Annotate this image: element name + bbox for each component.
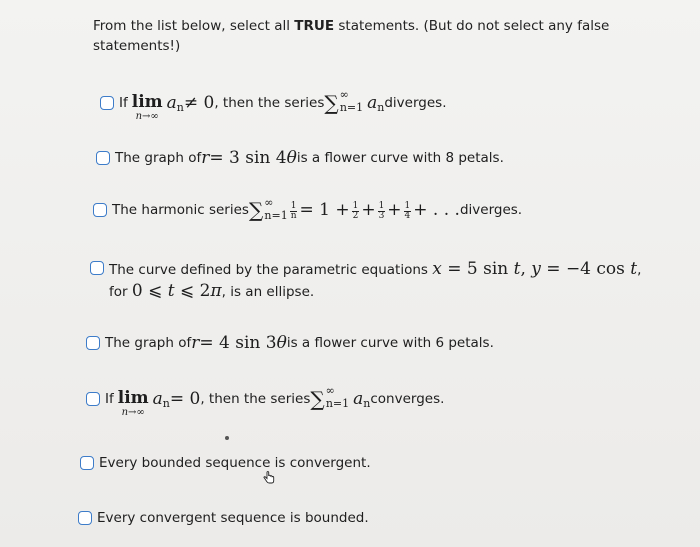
math-plus: +: [387, 200, 402, 220]
frac-den: n: [290, 210, 297, 221]
math-t: t: [167, 281, 175, 301]
opt-two-line: [109, 258, 641, 302]
math-y: y: [531, 259, 541, 279]
checkbox[interactable]: [96, 151, 110, 165]
hand-pointer-icon: [262, 471, 276, 485]
fraction-1-4: [404, 202, 412, 221]
opt-text: If: [105, 390, 114, 407]
math-sub: n: [162, 397, 170, 410]
opt-text: is a flower curve with 8 petals.: [296, 150, 504, 166]
opt-text: , is an ellipse.: [221, 284, 315, 300]
sum-sup: ∞: [325, 384, 335, 397]
sum-symbol: ∑: [310, 386, 325, 411]
opt-text: Every convergent sequence is bounded.: [97, 510, 369, 526]
sum-symbol: ∑: [324, 90, 339, 115]
option-bounded-convergent[interactable]: [80, 455, 371, 471]
opt-line-2: [109, 281, 641, 302]
sum-sup: ∞: [339, 88, 349, 101]
frac-num: 1: [290, 200, 297, 211]
fraction-1-2: [352, 202, 360, 221]
math-plus: +: [361, 200, 376, 220]
question-prompt: [93, 16, 653, 56]
option-convergent-bounded[interactable]: [78, 510, 369, 526]
sum-symbol: ∑: [248, 198, 264, 222]
opt-text: diverges.: [459, 202, 523, 218]
lim-subscript: n→∞: [135, 111, 159, 122]
frac-num: 1: [352, 200, 359, 211]
opt-text: , then the series: [200, 390, 311, 407]
math-sub: n: [363, 397, 371, 410]
opt-text: ,: [637, 262, 642, 278]
math-r: r: [191, 333, 200, 353]
lim-label: lim: [131, 92, 163, 112]
frac-den: 4: [404, 210, 411, 221]
opt-line-1: [109, 258, 641, 281]
option-limit-nonzero-diverges[interactable]: [100, 88, 447, 122]
option-flower-8-petals[interactable]: [96, 148, 504, 168]
lim-label: lim: [117, 388, 149, 408]
sum-sub: n=1: [325, 397, 350, 410]
checkbox[interactable]: [90, 261, 104, 275]
stray-dot: [225, 436, 229, 440]
opt-text: If: [119, 94, 128, 111]
math-comma: ,: [520, 259, 532, 279]
sum-sub: n=1: [264, 208, 288, 222]
math-eq: = 0: [169, 388, 201, 409]
math-a: a: [166, 92, 177, 113]
checkbox[interactable]: [86, 392, 100, 406]
frac-den: 2: [352, 210, 359, 221]
math-eq: = 1 +: [299, 200, 350, 220]
math-t: t: [513, 259, 521, 279]
option-harmonic-series[interactable]: [93, 195, 523, 222]
option-parametric-ellipse[interactable]: [90, 258, 641, 302]
math-eq: = 4 sin 3: [199, 333, 277, 353]
fraction-1-n: [290, 202, 298, 221]
prompt-text-1: From the list below, select all: [93, 18, 295, 34]
checkbox[interactable]: [78, 511, 92, 525]
math-theta: θ: [286, 148, 297, 168]
opt-text: The graph of: [105, 335, 192, 351]
checkbox[interactable]: [80, 456, 94, 470]
math-eq: = 5 sin: [441, 259, 514, 279]
prompt-text-2: statements. (But do not select any false statements!): [93, 18, 610, 54]
option-limit-zero-converges[interactable]: [86, 384, 445, 418]
math-a: a: [353, 388, 364, 409]
opt-text: , then the series: [214, 94, 325, 111]
opt-text: The harmonic series: [112, 202, 249, 218]
math-sub: n: [377, 101, 385, 114]
prompt-bold: TRUE: [294, 18, 335, 34]
opt-text: Every bounded sequence is convergent.: [99, 455, 371, 471]
math-x: x: [432, 259, 442, 279]
math-r: r: [201, 148, 210, 168]
limit-notation: [132, 94, 163, 123]
opt-text: for: [109, 284, 132, 300]
math-ineq: ⩽ 2: [174, 281, 211, 301]
math-tail: + . . .: [413, 200, 460, 220]
math-pi: π: [210, 281, 222, 301]
frac-num: 1: [404, 200, 411, 211]
math-eq: = −4 cos: [540, 259, 631, 279]
math-neq: ≠ 0: [183, 92, 215, 113]
checkbox[interactable]: [86, 336, 100, 350]
limit-notation: [118, 390, 149, 419]
opt-text: is a flower curve with 6 petals.: [286, 335, 494, 351]
math-a: a: [152, 388, 163, 409]
math-sub: n: [176, 101, 184, 114]
opt-text: converges.: [370, 390, 445, 407]
option-flower-6-petals[interactable]: [86, 333, 494, 353]
math-t: t: [630, 259, 638, 279]
sum-sup: ∞: [264, 195, 274, 209]
opt-text: diverges.: [384, 94, 447, 111]
opt-text: The curve defined by the parametric equations: [109, 262, 433, 278]
math-eq: = 3 sin 4: [209, 148, 287, 168]
math-ineq: 0 ⩽: [131, 281, 168, 301]
fraction-1-3: [378, 202, 386, 221]
sum-sub: n=1: [339, 101, 364, 114]
lim-subscript: n→∞: [121, 407, 145, 418]
math-a: a: [367, 92, 378, 113]
frac-den: 3: [378, 210, 385, 221]
checkbox[interactable]: [93, 203, 107, 217]
math-theta: θ: [276, 333, 287, 353]
checkbox[interactable]: [100, 96, 114, 110]
frac-num: 1: [378, 200, 385, 211]
opt-text: The graph of: [115, 150, 202, 166]
